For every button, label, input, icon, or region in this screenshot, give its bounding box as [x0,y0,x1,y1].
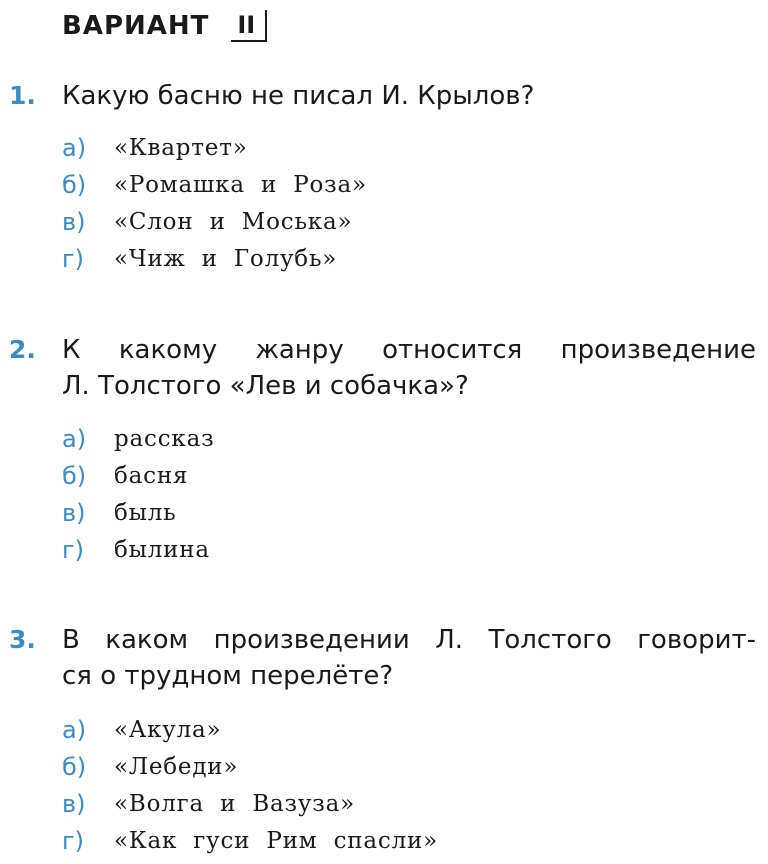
answer-option[interactable] [62,748,662,785]
answer-letter: в) [62,498,86,527]
question-number: 3. [9,625,36,654]
answer-option[interactable] [62,711,662,748]
answer-text: быль [114,499,177,526]
question-text-line: К какому жанру относится произведение [62,335,756,365]
question-text-line: ся о трудном перелёте? [62,661,394,691]
answer-text: «Лебеди» [114,753,239,780]
question-text-line: В каком произведении Л. Толстого говорит- [62,625,756,655]
answer-text: «Чиж и Голубь» [114,245,338,272]
variant-header [62,6,267,46]
question-number: 1. [9,81,36,110]
answer-option[interactable] [62,240,662,277]
answer-option[interactable] [62,457,662,494]
answer-option[interactable] [62,531,662,568]
answer-option[interactable] [62,166,662,203]
answer-letter: а) [62,715,87,744]
answer-list-3 [62,711,662,859]
answer-text: «Ромашка и Роза» [114,171,367,198]
answer-list-1 [62,129,662,277]
answer-option[interactable] [62,822,662,859]
answer-text: «Слон и Моська» [114,208,353,235]
answer-text: «Акула» [114,716,222,743]
answer-text: «Волга и Вазуза» [114,790,355,817]
answer-option[interactable] [62,420,662,457]
answer-letter: б) [62,170,87,199]
answer-text: «Как гуси Рим спасли» [114,827,438,854]
answer-letter: в) [62,207,86,236]
variant-label: ВАРИАНТ [62,11,210,41]
answer-letter: б) [62,752,87,781]
answer-option[interactable] [62,494,662,531]
answer-letter: а) [62,133,87,162]
answer-option[interactable] [62,129,662,166]
answer-text: «Квартет» [114,134,248,161]
question-number: 2. [9,335,36,364]
answer-letter: г) [62,244,84,273]
answer-text: басня [114,462,189,489]
answer-letter: б) [62,461,87,490]
answer-list-2 [62,420,662,568]
answer-text: былина [114,536,210,563]
answer-option[interactable] [62,785,662,822]
answer-letter: г) [62,826,84,855]
question-text-line: Какую басню не писал И. Крылов? [62,81,535,111]
answer-letter: в) [62,789,86,818]
answer-option[interactable] [62,203,662,240]
answer-letter: а) [62,424,87,453]
variant-number: II [231,10,267,42]
question-text-line: Л. Толстого «Лев и собачка»? [62,371,469,401]
answer-letter: г) [62,535,84,564]
answer-text: рассказ [114,425,215,452]
